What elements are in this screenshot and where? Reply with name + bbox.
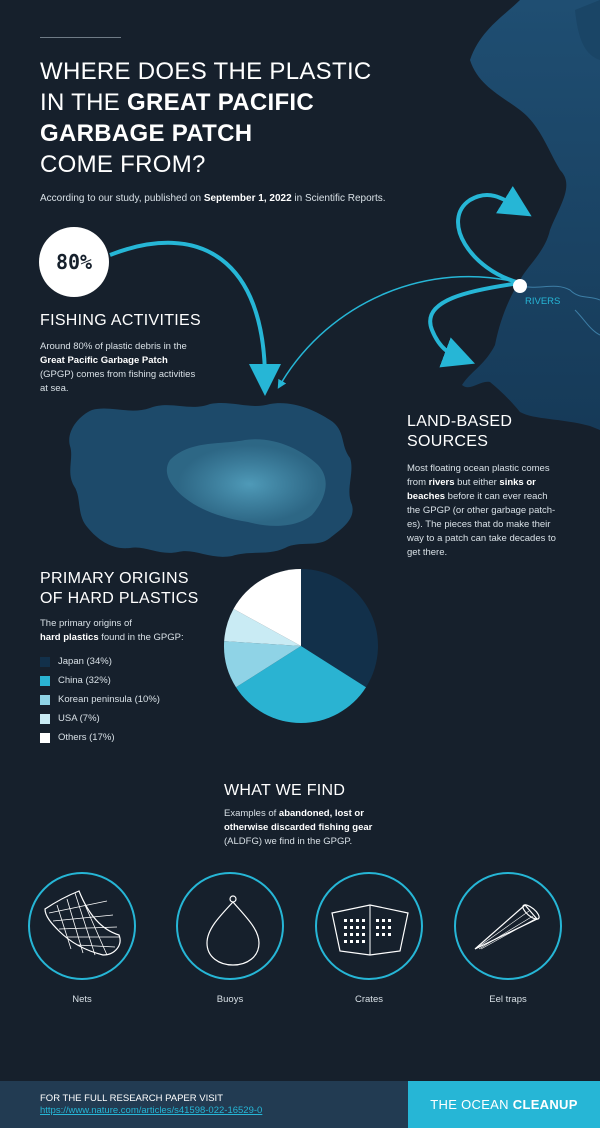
- find-title: WHAT WE FIND: [224, 782, 346, 799]
- origins-pie-chart: [220, 565, 382, 727]
- top-divider: [40, 37, 121, 38]
- find-text: Examples of abandoned, lost or otherwise discarded fishing gear (ALDFG) we find in the GPGP.: [224, 808, 373, 847]
- legend-item: [40, 709, 160, 728]
- buoy-icon: [175, 871, 285, 981]
- ocean-cleanup-logo: THE OCEAN CLEANUP: [408, 1081, 600, 1128]
- crates-label: Crates: [355, 994, 383, 1005]
- land-title: LAND-BASED SOURCES: [407, 413, 513, 450]
- eel-traps-label: Eel traps: [489, 994, 527, 1005]
- origins-title: PRIMARY ORIGINS OF HARD PLASTICS: [40, 570, 199, 607]
- legend-item: [40, 690, 160, 709]
- river-loop-down: [430, 283, 520, 358]
- legend-label: Others (17%): [58, 732, 115, 743]
- legend-label: Korean peninsula (10%): [58, 694, 160, 705]
- land-text: Most floating ocean plastic comes from rivers but either sinks or beaches before it can ever reach the GPGP (or other garbage patch- es). The pieces that do make their way to a patch can take decades to get there.: [407, 463, 556, 558]
- origins-text: The primary origins of hard plastics found in the GPGP:: [40, 618, 184, 643]
- river-mouth-dot: [513, 279, 527, 293]
- land-arrow: [280, 277, 520, 385]
- gear-eel-traps: [453, 871, 563, 1005]
- research-paper-link[interactable]: https://www.nature.com/articles/s41598-022-16529-0: [40, 1105, 263, 1116]
- page-title: WHERE DOES THE PLASTIC IN THE GREAT PACIFIC GARBAGE PATCH COME FROM?: [40, 58, 372, 178]
- legend-swatch: [40, 676, 50, 686]
- legend-label: Japan (34%): [58, 656, 112, 667]
- fishing-percent-badge: 80%: [39, 227, 109, 297]
- net-icon: [27, 871, 137, 981]
- crate-icon: [314, 871, 424, 981]
- buoys-label: Buoys: [216, 994, 244, 1005]
- pie-legend: [40, 652, 160, 747]
- gear-crates: [314, 871, 424, 1005]
- rivers-label: RIVERS: [525, 296, 561, 307]
- legend-label: China (32%): [58, 675, 111, 686]
- nets-label: Nets: [72, 994, 92, 1005]
- legend-item: [40, 652, 160, 671]
- footer-label: FOR THE FULL RESEARCH PAPER VISIT: [40, 1093, 224, 1104]
- legend-label: USA (7%): [58, 713, 100, 724]
- legend-item: [40, 728, 160, 747]
- eel-trap-icon: [453, 871, 563, 981]
- legend-swatch: [40, 714, 50, 724]
- legend-swatch: [40, 695, 50, 705]
- river-loop-up: [458, 195, 520, 283]
- legend-item: [40, 671, 160, 690]
- gear-buoys: [175, 871, 285, 1005]
- fishing-title: FISHING ACTIVITIES: [40, 312, 201, 329]
- legend-swatch: [40, 733, 50, 743]
- intro-text: According to our study, published on September 1, 2022 in Scientific Reports.: [40, 193, 386, 204]
- gear-nets: [27, 871, 137, 1005]
- fishing-text: Around 80% of plastic debris in the Great Pacific Garbage Patch (GPGP) comes from fishing activities at sea.: [40, 341, 196, 394]
- legend-swatch: [40, 657, 50, 667]
